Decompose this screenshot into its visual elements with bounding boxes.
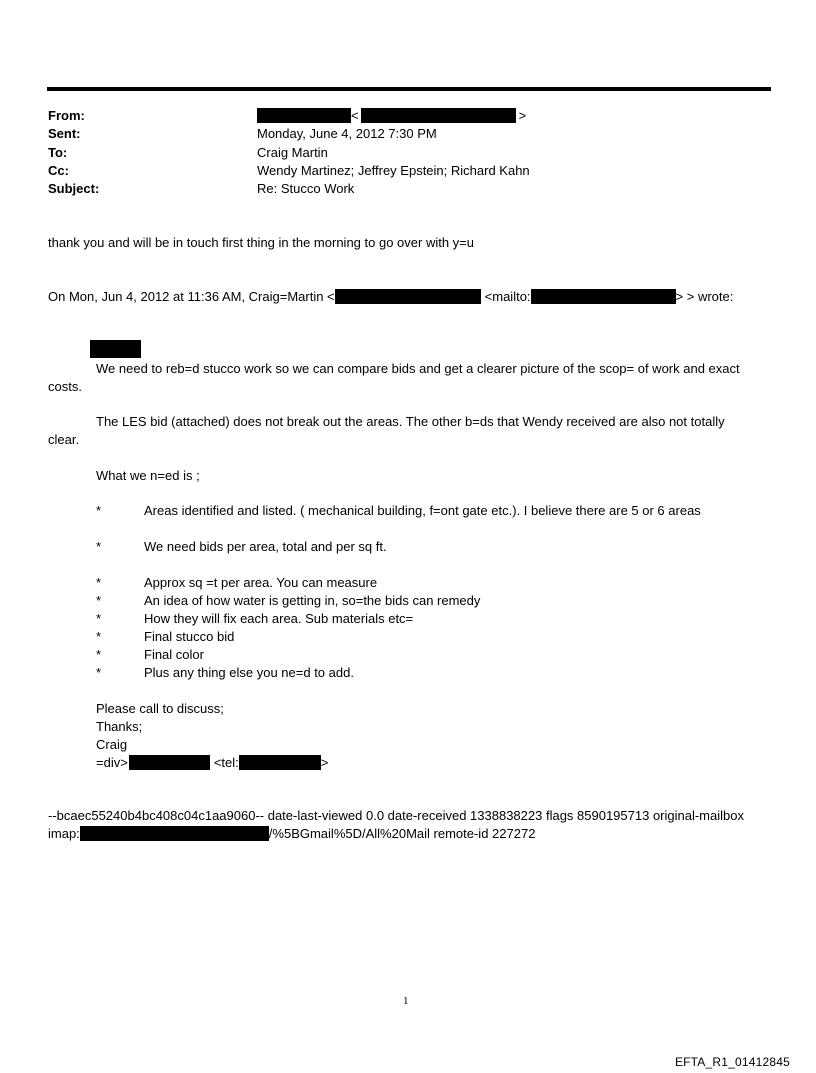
bullet-item: An idea of how water is getting in, so=the bids can remedy bbox=[144, 593, 481, 608]
bullet-marker: * bbox=[96, 647, 102, 662]
bullet-item: Plus any thing else you ne=d to add. bbox=[144, 665, 354, 680]
paragraph-1-line-1: We need to reb=d stucco work so we can compare bids and get a clearer picture of the scop= of work and exact bbox=[96, 361, 740, 376]
reply-text: thank you and will be in touch first thing in the morning to go over with y=u bbox=[48, 235, 474, 250]
bullet-item: Areas identified and listed. ( mechanical building, f=ont gate etc.). I believe there are 5 or 6 areas bbox=[144, 503, 701, 518]
subject-value: Re: Stucco Work bbox=[257, 181, 355, 196]
bullet-item: Final stucco bid bbox=[144, 629, 235, 644]
cc-value: Wendy Martinez; Jeffrey Epstein; Richard Kahn bbox=[257, 163, 530, 178]
closing-line: Please call to discuss; bbox=[96, 701, 224, 716]
from-row bbox=[48, 107, 768, 125]
bullet-marker: * bbox=[96, 611, 102, 626]
bullet-marker: * bbox=[96, 593, 102, 608]
signature-name: Craig bbox=[96, 737, 128, 752]
sent-label: Sent: bbox=[48, 126, 81, 141]
signature-contact: =div> <tel: > bbox=[96, 755, 329, 770]
redaction-box bbox=[257, 108, 351, 123]
redaction-box bbox=[335, 289, 481, 304]
sent-value: Monday, June 4, 2012 7:30 PM bbox=[257, 126, 437, 141]
paragraph-3: What we n=ed is ; bbox=[96, 468, 200, 483]
paragraph-2-line-2: clear. bbox=[48, 432, 80, 447]
bullet-item: Approx sq =t per area. You can measure bbox=[144, 575, 378, 590]
bullet-item: How they will fix each area. Sub materials etc= bbox=[144, 611, 414, 626]
sent-row bbox=[48, 125, 768, 143]
redaction-box bbox=[531, 289, 676, 304]
redaction-box bbox=[361, 108, 516, 123]
closing-thanks: Thanks; bbox=[96, 719, 143, 734]
paragraph-2-line-1: The LES bid (attached) does not break out the areas. The other b=ds that Wendy received are also not totally bbox=[96, 414, 725, 429]
redaction-box bbox=[239, 755, 321, 770]
bullet-item: We need bids per area, total and per sq ft. bbox=[144, 539, 387, 554]
page-number: 1 bbox=[403, 995, 409, 1007]
header-rule bbox=[47, 87, 771, 91]
subject-label: Subject: bbox=[48, 181, 100, 196]
bullet-marker: * bbox=[96, 575, 102, 590]
to-label: To: bbox=[48, 145, 68, 160]
quote-intro: On Mon, Jun 4, 2012 at 11:36 AM, Craig=Martin < <mailto: > > wrote: bbox=[48, 289, 734, 304]
document-id: EFTA_R1_01412845 bbox=[674, 1055, 790, 1069]
paragraph-1-line-2: costs. bbox=[48, 379, 82, 394]
redaction-box bbox=[129, 755, 210, 770]
cc-row bbox=[48, 162, 768, 180]
to-row bbox=[48, 144, 768, 162]
bullet-marker: * bbox=[96, 629, 102, 644]
cc-label: Cc: bbox=[48, 163, 69, 178]
bullet-marker: * bbox=[96, 503, 102, 518]
from-label: From: bbox=[48, 108, 85, 123]
bullet-marker: * bbox=[96, 539, 102, 554]
from-value: < > bbox=[257, 107, 526, 125]
mailbox-metadata-line-1: --bcaec55240b4bc408c04c1aa9060-- date-last-viewed 0.0 date-received 1338838223 flags 8590195713 original-mailbox bbox=[48, 808, 744, 823]
bullet-item: Final color bbox=[144, 647, 204, 662]
redaction-box bbox=[80, 826, 269, 841]
redaction-box bbox=[90, 340, 141, 358]
subject-row bbox=[48, 180, 768, 198]
bullet-marker: * bbox=[96, 665, 102, 680]
mailbox-metadata-line-2: imap: /%5BGmail%5D/All%20Mail remote-id 227272 bbox=[48, 826, 536, 841]
to-value: Craig Martin bbox=[257, 145, 328, 160]
